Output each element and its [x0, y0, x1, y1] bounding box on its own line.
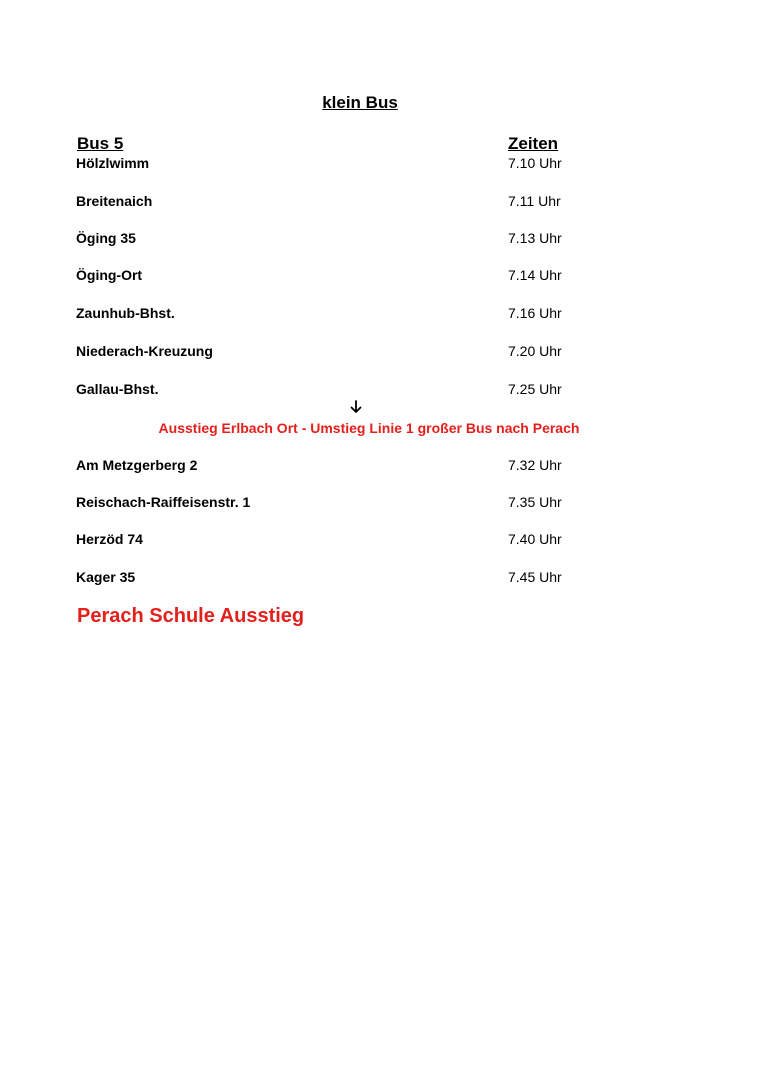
arrow-down-icon: [349, 400, 363, 414]
table-row: [0, 531, 763, 549]
stop-time: 7.35 Uhr: [508, 494, 562, 510]
stop-time: 7.25 Uhr: [508, 381, 562, 397]
stop-time: 7.40 Uhr: [508, 531, 562, 547]
table-row: [0, 230, 763, 248]
stop-name: Öging 35: [76, 230, 136, 246]
stop-time: 7.11 Uhr: [508, 193, 561, 209]
bus-line-header: Bus 5: [77, 134, 124, 153]
transfer-note: Ausstieg Erlbach Ort - Umstieg Linie 1 großer Bus nach Perach: [158, 420, 580, 436]
stop-time: 7.13 Uhr: [508, 230, 562, 246]
stop-name: Gallau-Bhst.: [76, 381, 159, 397]
page-title: klein Bus: [322, 93, 398, 112]
table-row: [0, 343, 763, 361]
stop-time: 7.16 Uhr: [508, 305, 562, 321]
stop-time: 7.32 Uhr: [508, 457, 562, 473]
stop-name: Am Metzgerberg 2: [76, 457, 198, 473]
table-row: [0, 494, 763, 512]
table-row: [0, 305, 763, 323]
table-row: [0, 193, 763, 211]
times-header: Zeiten: [508, 134, 559, 153]
stop-name: Niederach-Kreuzung: [76, 343, 213, 359]
table-row: [0, 155, 763, 173]
stop-name: Breitenaich: [76, 193, 153, 209]
stop-time: 7.45 Uhr: [508, 569, 562, 585]
stop-name: Reischach-Raiffeisenstr. 1: [76, 494, 251, 510]
stop-time: 7.14 Uhr: [508, 267, 562, 283]
stop-time: 7.10 Uhr: [508, 155, 562, 171]
stop-time: 7.20 Uhr: [508, 343, 562, 359]
stop-name: Hölzlwimm: [76, 155, 150, 171]
stop-name: Zaunhub-Bhst.: [76, 305, 175, 321]
table-row: [0, 381, 763, 399]
stop-name: Öging-Ort: [76, 267, 143, 283]
stop-name: Kager 35: [76, 569, 136, 585]
table-row: [0, 457, 763, 475]
table-row: [0, 569, 763, 587]
stop-name: Herzöd 74: [76, 531, 143, 547]
table-row: [0, 267, 763, 285]
final-destination: Perach Schule Ausstieg: [77, 605, 305, 627]
